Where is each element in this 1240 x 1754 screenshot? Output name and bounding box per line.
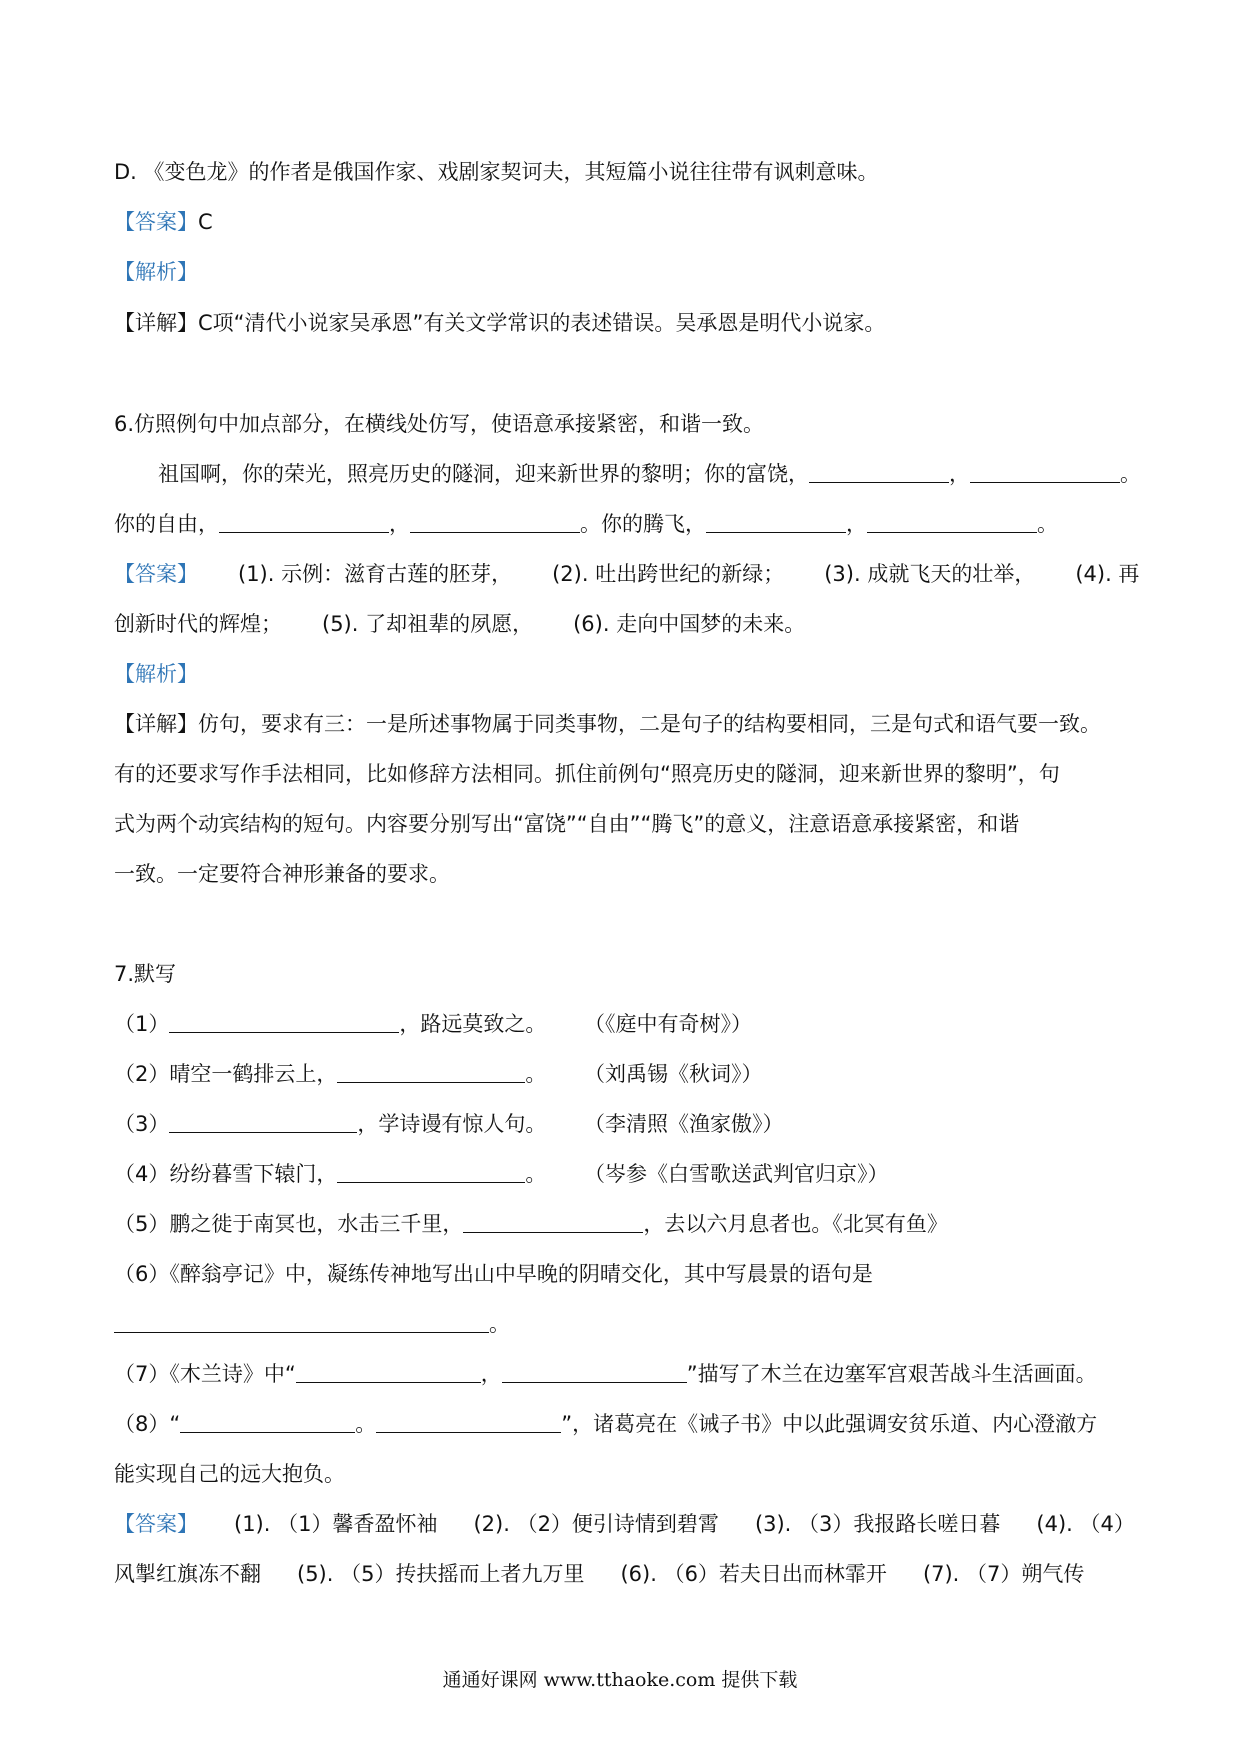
- q6-analysis-tag: 【解析】: [114, 662, 198, 686]
- q6-title: 6.仿照例句中加点部分，在横线处仿写，使语意承接紧密，和谐一致。: [114, 412, 765, 436]
- item-source: （李清照《渔家傲》）: [584, 1112, 784, 1136]
- fill-blank: [337, 1062, 525, 1083]
- q7-answer-line1: [114, 1510, 1134, 1538]
- item-source: （刘禹锡《秋词》）: [584, 1062, 763, 1086]
- item-source: （《庭中有奇树》）: [584, 1012, 752, 1036]
- answer-tag: 【答案】: [114, 210, 198, 234]
- fill-blank: [463, 1212, 643, 1233]
- item-number: （3）: [114, 1112, 170, 1136]
- fill-blank: [180, 1412, 355, 1433]
- example-text: 你的自由，: [114, 512, 219, 536]
- q5-analysis-tag: 【解析】: [114, 260, 198, 284]
- fill-blank: [376, 1412, 561, 1433]
- fill-blank: [169, 1112, 357, 1133]
- q5-detail: 【详解】C项“清代小说家吴承恩”有关文学常识的表述错误。吴承恩是明代小说家。: [114, 311, 886, 335]
- q6-answer-line2: [114, 610, 1134, 638]
- item-text: （8）“: [114, 1412, 181, 1436]
- q7-item-2: [114, 1060, 1134, 1088]
- q6-detail-line: 式为两个动宾结构的短句。内容要分别写出“富饶”“自由”“腾飞”的意义，注意语意承接紧密，和谐: [114, 812, 1020, 836]
- answer-item: 风掣红旗冻不翻: [114, 1562, 261, 1586]
- answer-item: (1). 示例：滋育古莲的胚芽，: [238, 562, 513, 586]
- q7-answer-line2: [114, 1560, 1134, 1588]
- period: 。: [525, 1162, 547, 1186]
- answer-item: (4). 再: [1075, 562, 1140, 586]
- fill-blank: [867, 512, 1037, 533]
- q7-item-7: [114, 1360, 1134, 1388]
- item-text: （5）鹏之徙于南冥也，水击三千里，: [114, 1212, 464, 1236]
- q6-example-line1: [158, 460, 1178, 488]
- answer-item: (1). （1）馨香盈怀袖: [234, 1512, 438, 1536]
- comma: ，: [949, 462, 970, 486]
- answer-item: (7). （7）朔气传: [922, 1562, 1085, 1586]
- q6-answer-line1: [114, 560, 1140, 588]
- page-footer: 通通好课网 www.tthaoke.com 提供下载: [442, 1669, 798, 1691]
- answer-item: (5). 了却祖辈的夙愿，: [322, 612, 534, 636]
- answer-item: (5). （5）抟扶摇而上者九万里: [297, 1562, 585, 1586]
- item-text: ，学诗谩有惊人句。: [357, 1112, 547, 1136]
- fill-blank: [114, 1312, 489, 1333]
- answer-item: (6). 走向中国梦的未来。: [573, 612, 806, 636]
- comma: ，: [846, 512, 867, 536]
- q7-item-1: [114, 1010, 1134, 1038]
- answer-item: (3). 成就飞天的壮举，: [824, 562, 1036, 586]
- answer-item: (3). （3）我报路长嗟日暮: [754, 1512, 1001, 1536]
- fill-blank: [502, 1362, 687, 1383]
- answer-tag: 【答案】: [114, 562, 198, 586]
- answer-item: 创新时代的辉煌；: [114, 612, 282, 636]
- q7-title: 7.默写: [114, 962, 177, 986]
- q5-answer: [114, 208, 1134, 236]
- answer-value: C: [198, 210, 213, 234]
- q6-detail-line: 有的还要求写作手法相同，比如修辞方法相同。抓住前例句“照亮历史的隧洞，迎来新世界的黎明”，句: [114, 762, 1060, 786]
- item-source: （岑参《白雪歌送武判官归京》）: [584, 1162, 889, 1186]
- fill-blank: [970, 462, 1120, 483]
- item-text: （4）纷纷暮雪下辕门，: [114, 1162, 338, 1186]
- item-number: （1）: [114, 1012, 170, 1036]
- period: 。: [1120, 462, 1141, 486]
- fill-blank: [169, 1012, 399, 1033]
- fill-blank: [809, 462, 949, 483]
- comma: ，: [480, 1362, 502, 1386]
- answer-item: (6). （6）若夫日出而林霏开: [620, 1562, 887, 1586]
- example-text: 祖国啊，你的荣光，照亮历史的隧洞，迎来新世界的黎明；你的富饶，: [158, 462, 809, 486]
- q6-detail-line: 一致。一定要符合神形兼备的要求。: [114, 862, 450, 886]
- q7-item-5: [114, 1210, 1134, 1238]
- answer-item: (2). （2）便引诗情到碧霄: [473, 1512, 719, 1536]
- item-text: ，去以六月息者也。《北冥有鱼》: [643, 1212, 948, 1236]
- period: 。: [489, 1312, 510, 1336]
- period: 。: [525, 1062, 547, 1086]
- item-text: ”，诸葛亮在《诫子书》中以此强调安贫乐道、内心澄澈方: [561, 1412, 1098, 1436]
- q7-item-8-line2: 能实现自己的远大抱负。: [114, 1462, 345, 1486]
- q7-item-6-blank-line: [114, 1310, 1134, 1338]
- period: 。: [355, 1412, 377, 1436]
- item-text: ，路远莫致之。: [399, 1012, 547, 1036]
- item-text: （7）《木兰诗》中“: [114, 1362, 296, 1386]
- answer-tag: 【答案】: [114, 1512, 198, 1536]
- answer-item: (4). （4）: [1036, 1512, 1135, 1536]
- example-text: 。你的腾飞，: [580, 512, 706, 536]
- fill-blank: [337, 1162, 525, 1183]
- answer-item: (2). 吐出跨世纪的新绿；: [552, 562, 785, 586]
- fill-blank: [706, 512, 846, 533]
- q7-item-4: [114, 1160, 1134, 1188]
- period: 。: [1037, 512, 1058, 536]
- q6-detail-line: 【详解】仿句，要求有三：一是所述事物属于同类事物，二是句子的结构要相同，三是句式和语气要一致。: [114, 712, 1101, 736]
- q7-item-3: [114, 1110, 1134, 1138]
- fill-blank: [410, 512, 580, 533]
- fill-blank: [219, 512, 389, 533]
- item-text: ”描写了木兰在边塞军宫艰苦战斗生活画面。: [686, 1362, 1097, 1386]
- q7-item-6: （6）《醉翁亭记》中，凝练传神地写出山中早晚的阴晴交化，其中写晨景的语句是: [114, 1262, 873, 1286]
- fill-blank: [296, 1362, 481, 1383]
- comma: ，: [389, 512, 410, 536]
- q6-example-line2: [114, 510, 1134, 538]
- q7-item-8: [114, 1410, 1134, 1438]
- item-text: （2）晴空一鹤排云上，: [114, 1062, 338, 1086]
- q5-option-d: D. 《变色龙》的作者是俄国作家、戏剧家契诃夫，其短篇小说往往带有讽刺意味。: [114, 160, 879, 184]
